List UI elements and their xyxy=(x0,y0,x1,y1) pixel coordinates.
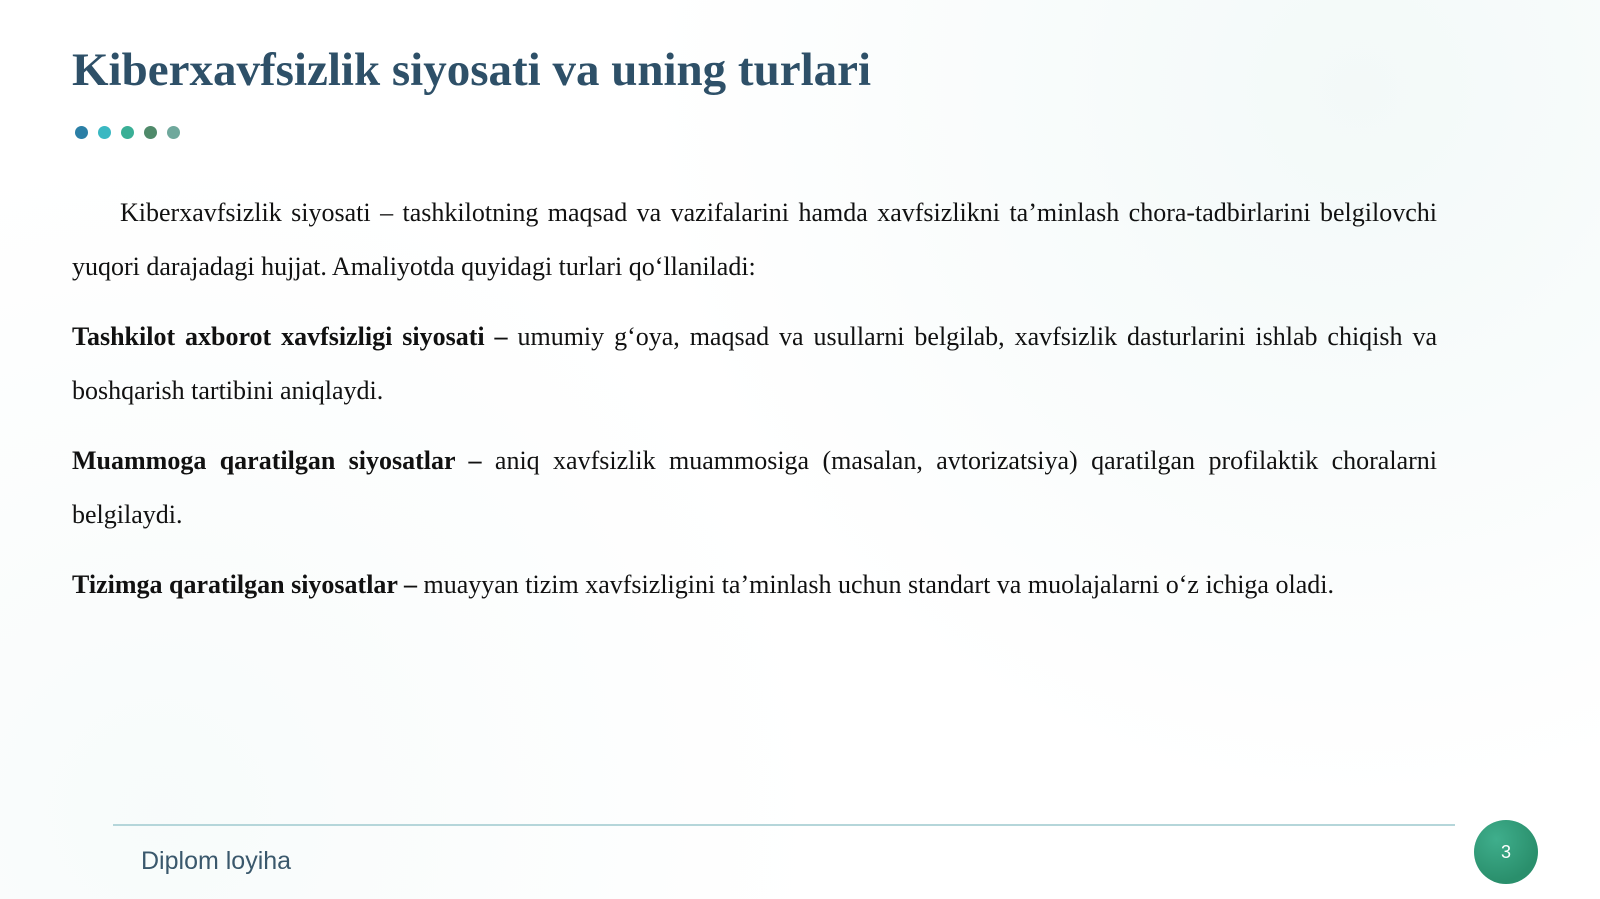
policy-item xyxy=(72,558,1437,612)
policy-description: aniq xavfsizlik muammosiga (masalan, avtorizatsiya) qaratilgan profilaktik choralarni belgilaydi. xyxy=(72,446,1437,529)
footer-label: Diplom loyiha xyxy=(141,847,292,875)
policy-term: Tashkilot axborot xavfsizligi siyosati – xyxy=(72,322,508,351)
policy-item xyxy=(72,310,1437,418)
page-number-badge: 3 xyxy=(1474,820,1538,884)
policy-term: Muammoga qaratilgan siyosatlar – xyxy=(72,446,482,475)
decor-dot xyxy=(167,126,180,139)
policy-description: umumiy g‘oya, maqsad va usullarni belgilab, xavfsizlik dasturlarini ishlab chiqish va boshqarish tartibini aniqlaydi. xyxy=(72,322,1437,405)
policy-description: muayyan tizim xavfsizligini ta’minlash uchun standart va muolajalarni o‘z ichiga oladi. xyxy=(417,570,1334,599)
decorative-dots xyxy=(75,126,180,139)
slide-title: Kiberxavfsizlik siyosati va uning turlari xyxy=(72,44,872,96)
policy-item xyxy=(72,434,1437,542)
decor-dot xyxy=(121,126,134,139)
intro-paragraph: Kiberxavfsizlik siyosati – tashkilotning maqsad va vazifalarini hamda xavfsizlikni ta’minlash chora-tadbirlarini belgilovchi yuqori darajadagi hujjat. Amaliyotda quyidagi turlari qo‘llaniladi: xyxy=(72,198,1437,281)
policy-term: Tizimga qaratilgan siyosatlar – xyxy=(72,570,417,599)
decor-dot xyxy=(98,126,111,139)
footer-divider xyxy=(113,824,1455,826)
decor-dot xyxy=(75,126,88,139)
decor-dot xyxy=(144,126,157,139)
slide-body xyxy=(72,186,1437,628)
